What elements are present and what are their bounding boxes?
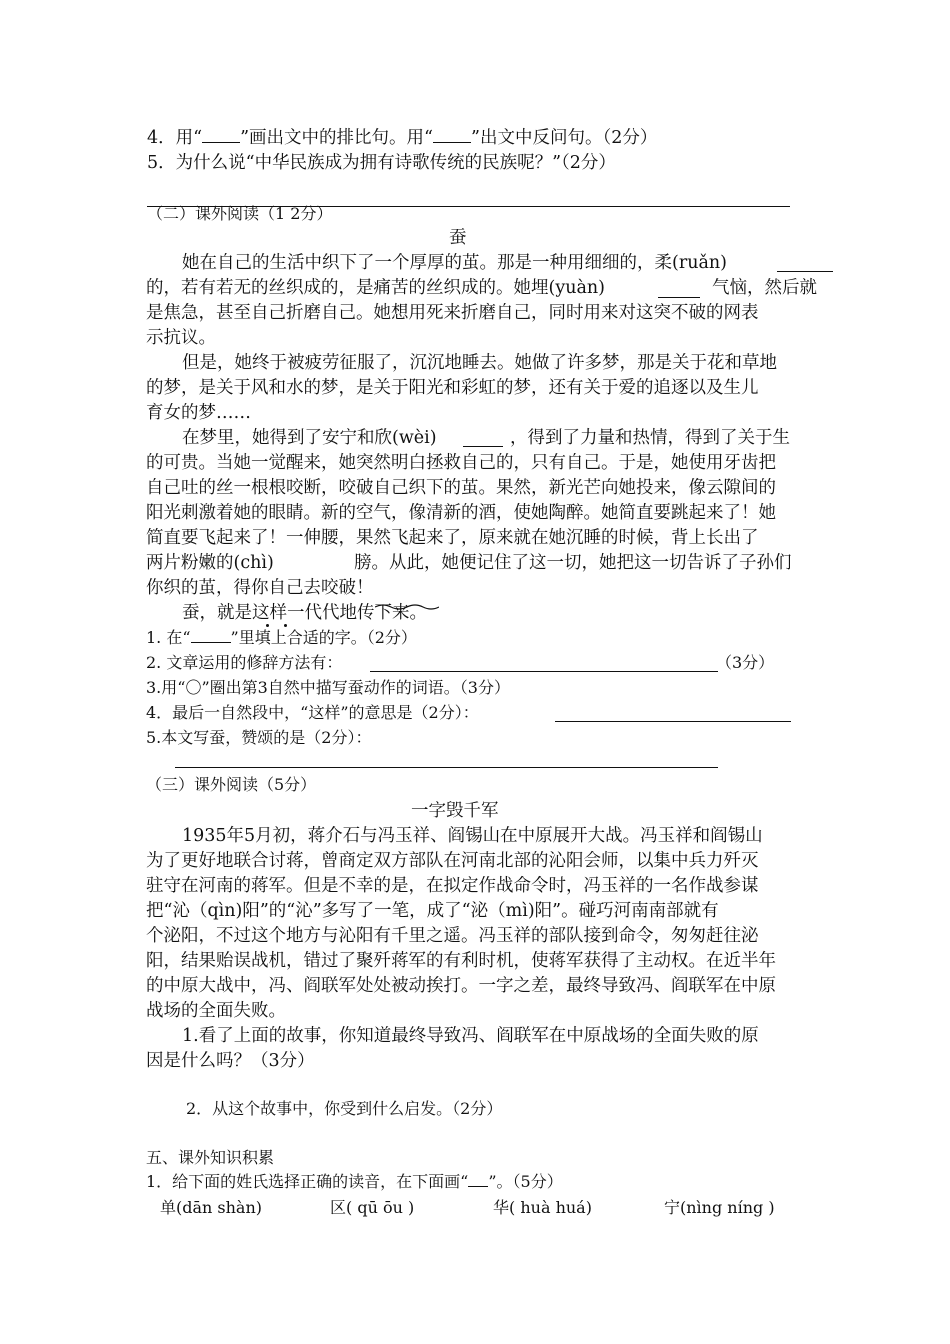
part3-q2: 2．从这个故事中，你受到什么启发。（2分） (186, 1099, 503, 1118)
part1-q5: 5．为什么说“中华民族成为拥有诗歌传统的民族呢？”（2分） (147, 153, 616, 173)
part3-heading: （三）课外阅读（5分） (146, 775, 317, 794)
passage-line: 把“沁（qìn)阳”的“沁”多写了一笔，成了“泌（mì)阳”。碰巧河南南部就有 (146, 901, 719, 921)
passage-line: 个泌阳，不过这个地方与沁阳有千里之遥。冯玉祥的部队接到命令，匆匆赶往泌 (146, 926, 759, 946)
answer-line (370, 671, 718, 672)
answer-line (555, 721, 791, 722)
passage-line: 两片粉嫩的(chì) (146, 553, 274, 573)
passage-line: 阳，结果贻误战机，错过了聚歼蒋军的有利时机，使蒋军获得了主动权。在近半年 (146, 951, 776, 971)
passage-line: 为了更好地联合讨蒋，曾商定双方部队在河南北部的沁阳会师，以集中兵力歼灭 (146, 851, 759, 871)
part2-q5: 5.本文写蚕，赞颂的是（2分）： (146, 728, 372, 747)
part5-heading: 五、课外知识积累 (146, 1148, 275, 1167)
part2-q2: 2. 文章运用的修辞方法有： (146, 653, 343, 672)
wavy-strike-mark (375, 603, 439, 611)
part2-q2-score: （3分） (716, 653, 775, 672)
passage-line: 的可贵。当她一觉醒来，她突然明白拯救自己的，只有自己。于是，她使用牙齿把 (146, 453, 776, 473)
passage-line: 的，若有若无的丝织成的，是痛苦的丝织成的。她埋(yuàn) (146, 278, 606, 298)
passage-line: 蚕，就是这样一代代地传下来。 (182, 603, 427, 623)
underline-blank (202, 128, 240, 143)
passage-line: 驻守在河南的蒋军。但是不幸的是，在拟定作战命令时，冯玉祥的一名作战参谋 (146, 876, 759, 896)
passage-line: 简直要飞起来了！一伸腰，果然飞起来了，原来就在她沉睡的时候，背上长出了 (146, 528, 759, 548)
part3-title: 一字毁千军 (411, 801, 499, 821)
part3-q1: 1.看了上面的故事，你知道最终导致冯、阎联军在中原战场的全面失败的原 (182, 1026, 759, 1046)
passage-line: 育女的梦…… (146, 403, 251, 423)
answer-line (175, 767, 718, 768)
emphasis-dot (284, 624, 287, 627)
passage-line: 示抗议。 (146, 328, 216, 348)
passage-line: 的中原大战中，冯、阎联军处处被动挨打。一字之差，最终导致冯、阎联军在中原 (146, 976, 776, 996)
surname-option: 单(dān shàn) (160, 1198, 263, 1217)
underline-blank (468, 1177, 488, 1187)
answer-blank-ruan (777, 271, 833, 272)
part2-q4: 4．最后一自然段中，“这样”的意思是（2分）： (146, 703, 479, 722)
part2-q1: 1. 在“ ”里填上合适的字。（2分） (146, 628, 417, 647)
underline-blank (191, 633, 231, 643)
passage-line: 战场的全面失败。 (146, 1001, 286, 1021)
underline-blank (433, 128, 471, 143)
passage-line: 阳光刺激着她的眼睛。新的空气，像清新的酒，使她陶醉。她简直要跳起来了！她 (146, 503, 776, 523)
passage-line: 你织的茧，得你自己去咬破！ (146, 578, 374, 598)
part5-q1: 1．给下面的姓氏选择正确的读音，在下面画“ ”。（5分） (146, 1172, 563, 1191)
part2-title: 蚕 (449, 228, 467, 248)
part1-q4: 4．用“ ”画出文中的排比句。用“ ”出文中反问句。（2分） (147, 128, 658, 148)
passage-line: 气恼，然后就 (712, 278, 817, 298)
passage-line: 在梦里，她得到了安宁和欣(wèi) (182, 428, 437, 448)
answer-blank-yuan (658, 297, 700, 298)
surname-option: 华( huà huá) (493, 1198, 592, 1217)
surname-option: 区( qū ōu ) (330, 1198, 415, 1217)
passage-line: 但是，她终于被疲劳征服了，沉沉地睡去。她做了许多梦，那是关于花和草地 (182, 353, 777, 373)
passage-line: 1935年5月初，蒋介石与冯玉祥、阎锡山在中原展开大战。冯玉祥和阎锡山 (182, 826, 763, 846)
passage-line: 的梦，是关于风和水的梦，是关于阳光和彩虹的梦，还有关于爱的追逐以及生儿 (146, 378, 759, 398)
surname-option: 宁(nìng níng ) (664, 1198, 775, 1217)
passage-line: 膀。从此，她便记住了这一切，她把这一切告诉了子孙们 (354, 553, 792, 573)
emphasis-dot (266, 624, 269, 627)
part3-q1-cont: 因是什么吗？（3分） (146, 1051, 315, 1071)
passage-line: 她在自己的生活中织下了一个厚厚的茧。那是一种用细细的，柔(ruǎn) (182, 253, 727, 273)
passage-line: ，得到了力量和热情，得到了关于生 (510, 428, 790, 448)
answer-blank-wei (463, 446, 503, 447)
part2-q3: 3.用“〇”圈出第3自然中描写蚕动作的词语。（3分） (146, 678, 510, 697)
part2-heading: （二）课外阅读（1 2分） (147, 204, 333, 223)
passage-line: 是焦急，甚至自己折磨自己。她想用死来折磨自己，同时用来对这突不破的网表 (146, 303, 759, 323)
passage-line: 自己吐的丝一根根咬断，咬破自己织下的茧。果然，新光芒向她投来，像云隙间的 (146, 478, 776, 498)
